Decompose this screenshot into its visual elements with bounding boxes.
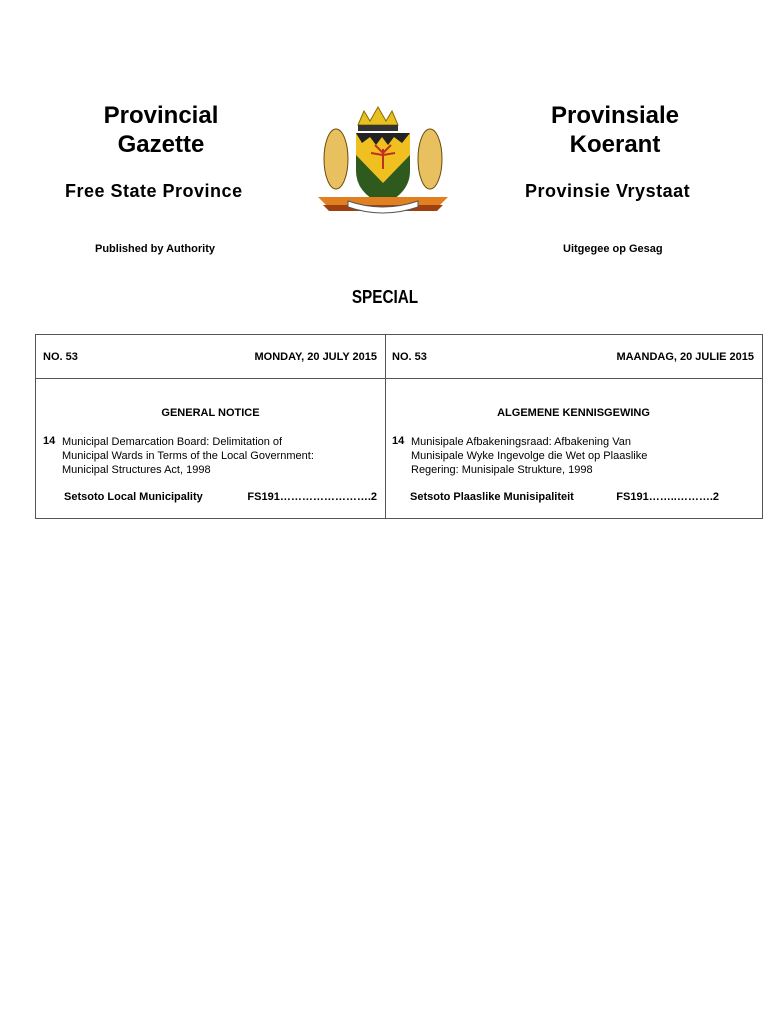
title-line: Provinsiale <box>550 102 680 129</box>
special-label: SPECIAL <box>351 287 419 307</box>
coat-of-arms-icon <box>298 97 468 227</box>
municipality-af: Setsoto Plaaslike Munisipaliteit <box>410 491 574 503</box>
notice-number-af: 14 <box>392 435 405 447</box>
contents-table <box>35 334 763 519</box>
province-en: Free State Province <box>65 181 243 201</box>
authority-en: Published by Authority <box>95 243 215 255</box>
title-en <box>31 101 291 159</box>
issue-number-af: NO. 53 <box>392 351 427 363</box>
issue-number-en: NO. 53 <box>43 351 78 363</box>
general-notice-heading: GENERAL NOTICE <box>161 407 260 419</box>
title-af <box>485 101 745 159</box>
desc-line: Municipal Demarcation Board: Delimitation of <box>62 436 283 448</box>
kennisgewing-heading: ALGEMENE KENNISGEWING <box>497 407 650 419</box>
page-ref-af[interactable]: FS191……..……….2 <box>616 491 719 503</box>
authority-af: Uitgegee op Gesag <box>563 243 663 255</box>
desc-line: Regering: Munisipale Strukture, 1998 <box>411 464 593 476</box>
desc-line: Munisipale Afbakeningsraad: Afbakening Van <box>411 436 631 448</box>
title-line: Provincial <box>103 102 219 129</box>
date-en: MONDAY, 20 JULY 2015 <box>254 351 377 363</box>
title-line: Koerant <box>569 131 661 158</box>
column-divider <box>385 335 386 518</box>
municipality-en: Setsoto Local Municipality <box>64 491 203 503</box>
desc-line: Munisipale Wyke Ingevolge die Wet op Plaaslike <box>411 450 648 462</box>
notice-number-en: 14 <box>43 435 56 447</box>
row-divider <box>36 378 762 379</box>
desc-line: Municipal Structures Act, 1998 <box>62 464 211 476</box>
notice-description-en <box>62 435 332 477</box>
province-af: Provinsie Vrystaat <box>525 181 691 201</box>
notice-description-af <box>411 435 681 477</box>
date-af: MAANDAG, 20 JULIE 2015 <box>616 351 754 363</box>
title-line: Gazette <box>117 131 205 158</box>
page-ref-en[interactable]: FS191…………………….2 <box>247 491 377 503</box>
desc-line: Municipal Wards in Terms of the Local Government: <box>62 450 314 462</box>
